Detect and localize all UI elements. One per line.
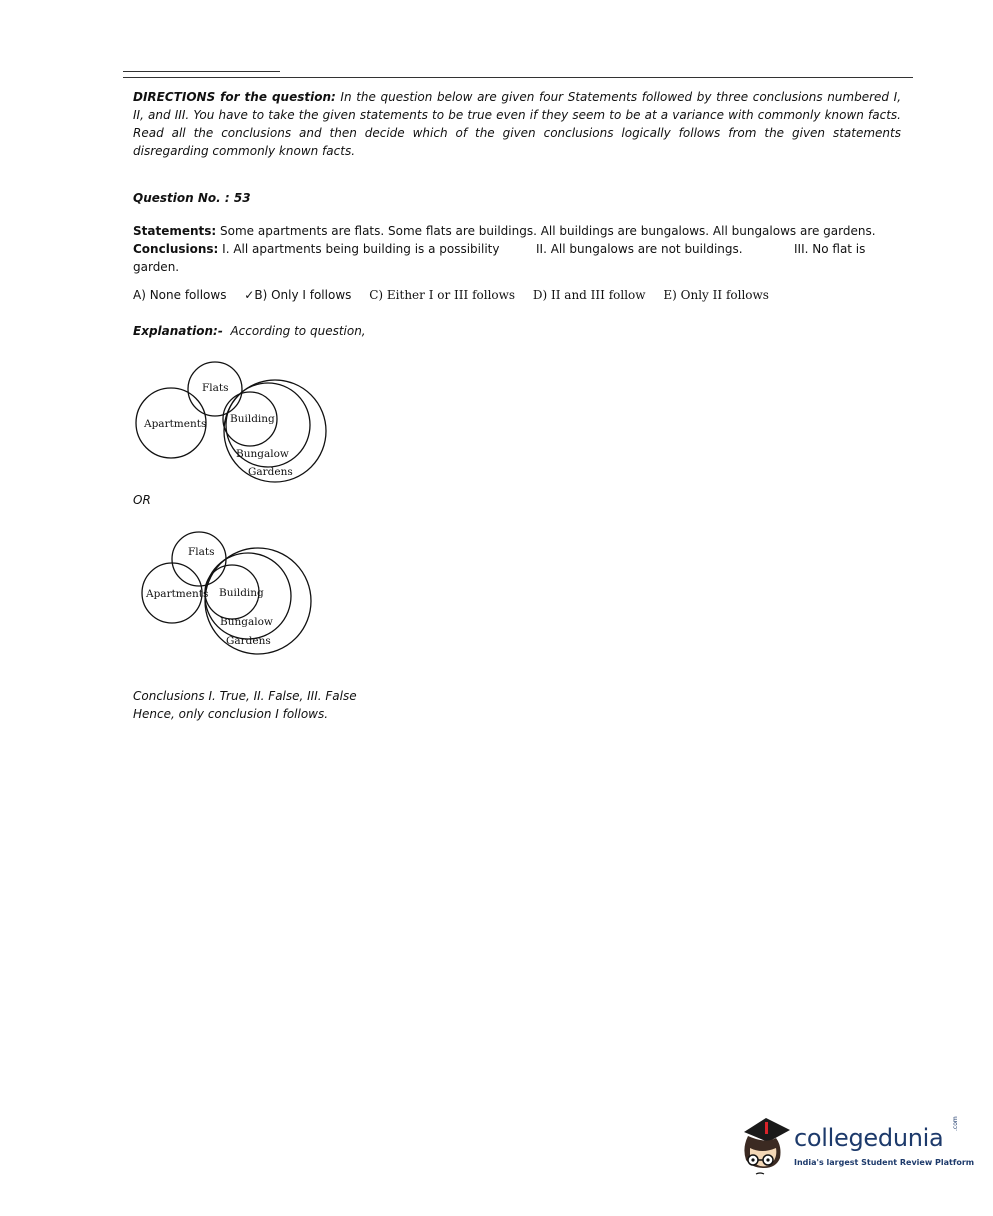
- conclusion-3: III. No flat is: [794, 242, 866, 256]
- check-mark-icon: ✓: [244, 288, 255, 302]
- flats-circle: [172, 532, 226, 586]
- option-b[interactable]: [244, 288, 351, 302]
- conclusion-result: Conclusions I. True, II. False, III. False: [133, 689, 357, 703]
- directions-label: DIRECTIONS for the question:: [133, 90, 336, 104]
- explanation-label: Explanation:-: [133, 324, 223, 338]
- conclusion-1: I. All apartments being building is a possibility: [218, 242, 500, 256]
- gardens-label: Gardens: [226, 635, 271, 647]
- flats-label: Flats: [202, 382, 229, 394]
- option-d[interactable]: D) II and III follow: [532, 288, 646, 302]
- venn-diagram-2: [130, 525, 320, 660]
- conclusion-summary: [133, 687, 357, 723]
- option-a[interactable]: A) None follows: [133, 288, 227, 302]
- answer-options: [133, 288, 783, 302]
- collegedunia-mascot-logo: [736, 1108, 794, 1180]
- apartments-label: Apartments: [146, 588, 209, 600]
- conclusion-3-cont: garden.: [133, 260, 180, 274]
- gardens-label: Gardens: [248, 466, 293, 478]
- or-label: OR: [133, 493, 151, 507]
- logo-wordmark: collegedunia: [794, 1124, 944, 1152]
- conclusions-label: Conclusions:: [133, 242, 219, 256]
- venn-diagram-1: [130, 355, 340, 495]
- bungalow-label: Bungalow: [236, 448, 289, 460]
- directions-paragraph: [133, 88, 901, 160]
- option-c[interactable]: C) Either I or III follows: [369, 288, 516, 302]
- logo-tagline: India's largest Student Review Platform: [794, 1158, 975, 1167]
- logo-com: .com: [952, 1116, 959, 1131]
- explanation-text: According to question,: [230, 324, 366, 338]
- hence-line: Hence, only conclusion I follows.: [133, 707, 329, 721]
- question-number: Question No. : 53: [133, 191, 251, 205]
- header-rule-short: [123, 71, 280, 72]
- bungalow-label: Bungalow: [220, 616, 273, 628]
- apartments-label: Apartments: [144, 418, 207, 430]
- building-label: Building: [219, 587, 264, 599]
- directions-text: In the question below are given four Statements followed by three conclusions numbered I, II, and III. You have to take the given statements to be true even if they seem to be at a variance with commonly known facts. Read all the conclusions and then decide which of the given conclusions logically follows from the given statements disregarding commonly known facts.: [133, 90, 902, 158]
- building-label: Building: [230, 413, 275, 425]
- header-rule-long: [123, 77, 913, 78]
- conclusion-2: II. All bungalows are not buildings.: [536, 242, 743, 256]
- statements-text: Some apartments are flats. Some flats are buildings. All buildings are bungalows. All bungalows are gardens.: [216, 224, 876, 238]
- statements-block: [133, 222, 913, 276]
- option-e[interactable]: E) Only II follows: [663, 288, 769, 302]
- option-b-label: B) Only I follows: [254, 288, 352, 302]
- explanation-line: [133, 324, 366, 338]
- statements-label: Statements:: [133, 224, 217, 238]
- flats-label: Flats: [188, 546, 215, 558]
